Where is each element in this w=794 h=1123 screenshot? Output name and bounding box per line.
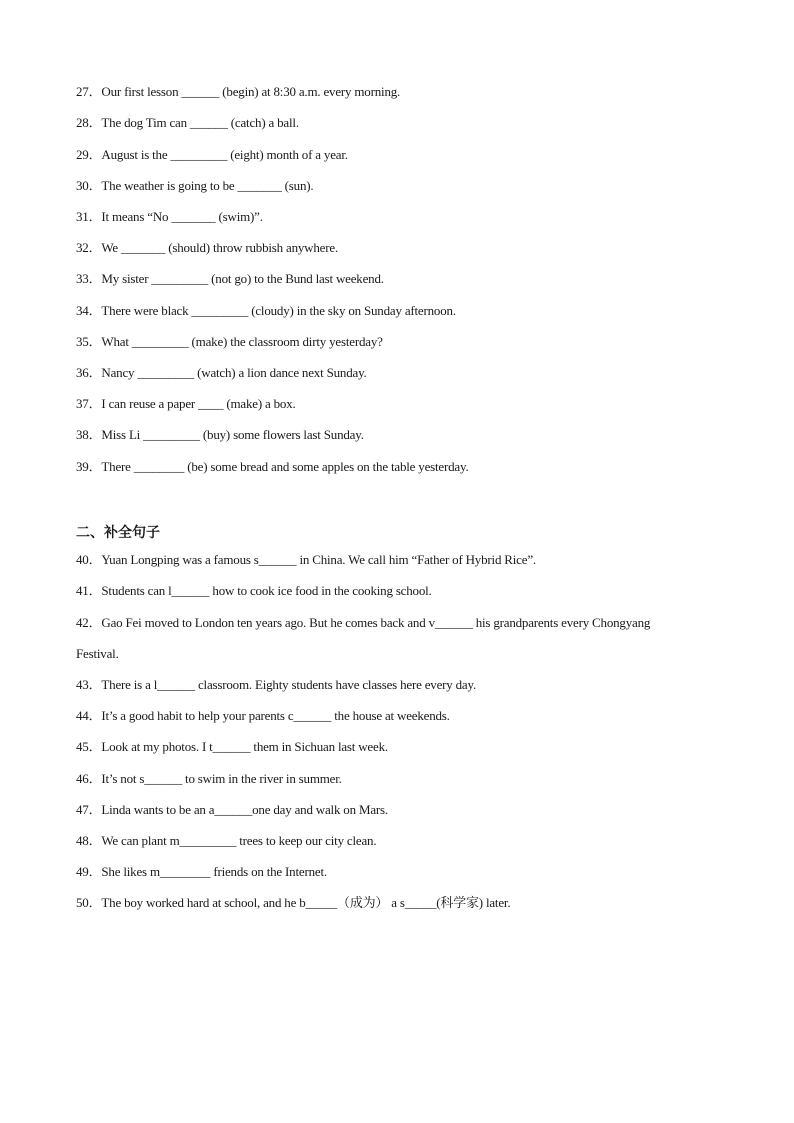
section-2-title: 二、补全句子 bbox=[76, 525, 160, 541]
question-40 bbox=[76, 552, 536, 568]
question-number: 47． bbox=[76, 802, 102, 817]
question-42-continuation bbox=[76, 646, 119, 662]
question-text: Yuan Longping was a famous s______ in China. We call him “Father of Hybrid Rice”. bbox=[101, 552, 536, 567]
question-text: There were black _________ (cloudy) in the sky on Sunday afternoon. bbox=[101, 303, 456, 318]
question-text: There ________ (be) some bread and some apples on the table yesterday. bbox=[101, 459, 469, 474]
question-number: 31． bbox=[76, 209, 102, 224]
question-38 bbox=[76, 427, 364, 443]
question-32 bbox=[76, 240, 338, 256]
question-number: 41． bbox=[76, 583, 102, 598]
question-number: 29． bbox=[76, 147, 102, 162]
question-text: Festival. bbox=[76, 646, 119, 661]
question-43 bbox=[76, 677, 476, 693]
question-number: 30． bbox=[76, 178, 102, 193]
question-number: 45． bbox=[76, 739, 102, 754]
question-27 bbox=[76, 84, 400, 100]
question-number: 38． bbox=[76, 427, 102, 442]
question-text: It means “No _______ (swim)”. bbox=[101, 209, 263, 224]
question-36 bbox=[76, 365, 367, 381]
question-text: Look at my photos. I t______ them in Sichuan last week. bbox=[101, 739, 388, 754]
question-number: 34． bbox=[76, 303, 102, 318]
question-number: 46． bbox=[76, 771, 102, 786]
question-text: The boy worked hard at school, and he b_____（成为） a s_____(科学家) later. bbox=[101, 895, 511, 910]
question-number: 50． bbox=[76, 895, 102, 910]
question-number: 39． bbox=[76, 459, 102, 474]
question-text: She likes m________ friends on the Internet. bbox=[101, 864, 327, 879]
question-33 bbox=[76, 271, 384, 287]
question-text: I can reuse a paper ____ (make) a box. bbox=[101, 396, 296, 411]
question-number: 40． bbox=[76, 552, 102, 567]
question-text: It’s a good habit to help your parents c______ the house at weekends. bbox=[101, 708, 450, 723]
question-number: 49． bbox=[76, 864, 102, 879]
question-text: Our first lesson ______ (begin) at 8:30 a.m. every morning. bbox=[101, 84, 401, 99]
question-number: 37． bbox=[76, 396, 102, 411]
question-number: 44． bbox=[76, 708, 102, 723]
question-44 bbox=[76, 708, 450, 724]
question-text: August is the _________ (eight) month of a year. bbox=[101, 147, 348, 162]
question-49 bbox=[76, 864, 327, 880]
question-47 bbox=[76, 802, 388, 818]
question-text: There is a l______ classroom. Eighty students have classes here every day. bbox=[101, 677, 477, 692]
question-text: The dog Tim can ______ (catch) a ball. bbox=[101, 115, 299, 130]
question-text: Linda wants to be an a______one day and walk on Mars. bbox=[101, 802, 388, 817]
question-31 bbox=[76, 209, 263, 225]
question-text: It’s not s______ to swim in the river in summer. bbox=[101, 771, 342, 786]
question-text: Gao Fei moved to London ten years ago. But he comes back and v______ his grandparents every Chongyang bbox=[101, 615, 651, 630]
question-number: 28． bbox=[76, 115, 102, 130]
question-text: Students can l______ how to cook ice food in the cooking school. bbox=[101, 583, 432, 598]
question-text: The weather is going to be _______ (sun). bbox=[101, 178, 314, 193]
question-text: We _______ (should) throw rubbish anywhere. bbox=[101, 240, 338, 255]
question-46 bbox=[76, 771, 342, 787]
question-41 bbox=[76, 583, 432, 599]
question-number: 42． bbox=[76, 615, 102, 630]
question-50 bbox=[76, 895, 510, 911]
question-text: Miss Li _________ (buy) some flowers last Sunday. bbox=[101, 427, 364, 442]
question-35 bbox=[76, 334, 383, 350]
question-37 bbox=[76, 396, 296, 412]
question-number: 48． bbox=[76, 833, 102, 848]
question-29 bbox=[76, 147, 348, 163]
question-39 bbox=[76, 459, 469, 475]
question-number: 43． bbox=[76, 677, 102, 692]
question-34 bbox=[76, 303, 456, 319]
question-text: What _________ (make) the classroom dirty yesterday? bbox=[101, 334, 383, 349]
question-42 bbox=[76, 615, 650, 631]
question-text: My sister _________ (not go) to the Bund last weekend. bbox=[101, 271, 384, 286]
question-number: 36． bbox=[76, 365, 102, 380]
question-number: 33． bbox=[76, 271, 102, 286]
question-text: Nancy _________ (watch) a lion dance next Sunday. bbox=[101, 365, 367, 380]
question-text: We can plant m_________ trees to keep our city clean. bbox=[101, 833, 377, 848]
question-28 bbox=[76, 115, 299, 131]
question-number: 32． bbox=[76, 240, 102, 255]
question-number: 35． bbox=[76, 334, 102, 349]
question-30 bbox=[76, 178, 313, 194]
question-48 bbox=[76, 833, 376, 849]
question-45 bbox=[76, 739, 388, 755]
question-number: 27． bbox=[76, 84, 102, 99]
